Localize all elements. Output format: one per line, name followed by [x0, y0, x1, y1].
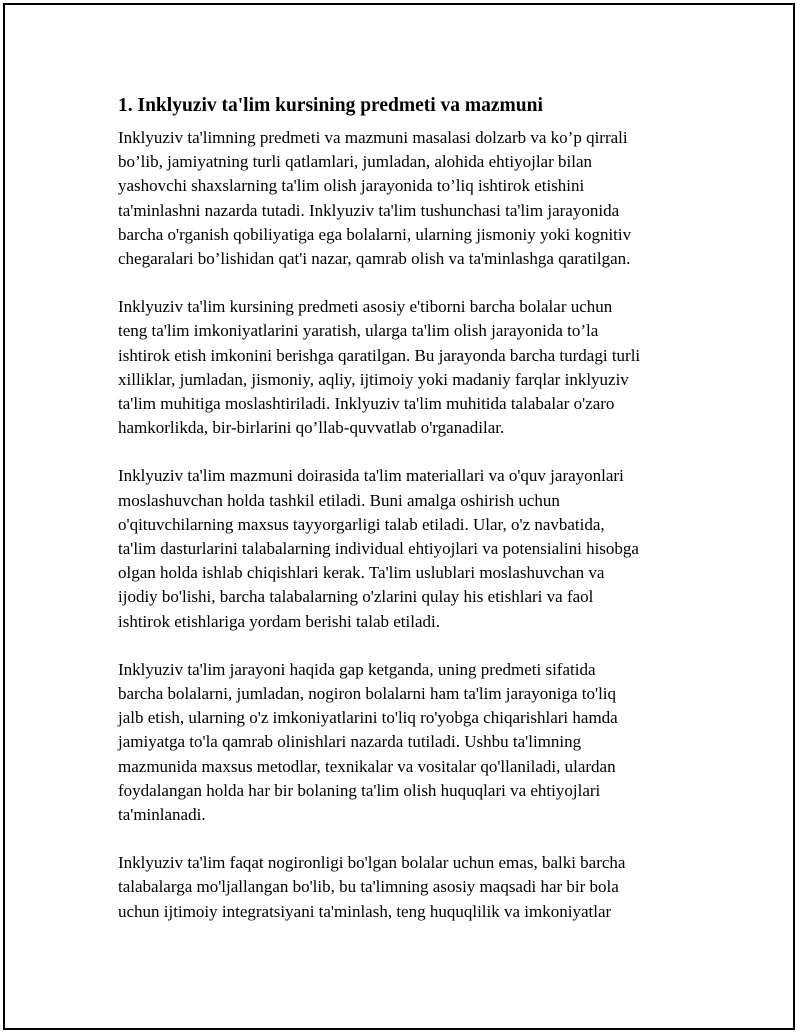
paragraph-5: [118, 851, 698, 924]
paragraph-3: [118, 464, 698, 633]
text-line: ta'minlashni nazarda tutadi. Inklyuziv ta'lim tushunchasi ta'lim jarayonida: [118, 200, 620, 220]
text-line: hamkorlikda, bir-birlarini qo’llab-quvvatlab o'rganadilar.: [118, 418, 505, 438]
text-line: uchun ijtimoiy integratsiyani ta'minlash, teng huquqlilik va imkoniyatlar: [118, 901, 612, 921]
text-line: yashovchi shaxslarning ta'lim olish jarayonida to’liq ishtirok etishini: [118, 176, 585, 196]
section-title: 1. Inklyuziv ta'lim kursining predmeti va mazmuni: [118, 95, 543, 116]
text-line: Inklyuziv ta'lim faqat nogironligi bo'lgan bolalar uchun emas, balki barcha: [118, 853, 626, 873]
text-line: Inklyuziv ta'lim kursining predmeti asosiy e'tiborni barcha bolalar uchun: [118, 297, 613, 317]
text-line: talabalarga mo'ljallangan bo'lib, bu ta'limning asosiy maqsadi har bir bola: [118, 877, 619, 897]
text-line: teng ta'lim imkoniyatlarini yaratish, ularga ta'lim olish jarayonida to’la: [118, 321, 599, 341]
text-line: ta'minlanadi.: [118, 805, 206, 825]
text-line: moslashuvchan holda tashkil etiladi. Buni amalga oshirish uchun: [118, 490, 560, 510]
text-line: ishtirok etish imkonini berishga qaratilgan. Bu jarayonda barcha turdagi turli: [118, 345, 641, 365]
text-line: mazmunida maxsus metodlar, texnikalar va vositalar qo'llaniladi, ulardan: [118, 756, 616, 776]
paragraph-1: [118, 126, 698, 271]
text-line: Inklyuziv ta'limning predmeti va mazmuni masalasi dolzarb va ko’p qirrali: [118, 128, 628, 147]
text-line: Inklyuziv ta'lim mazmuni doirasida ta'lim materiallari va o'quv jarayonlari: [118, 466, 624, 486]
paragraph-2: [118, 295, 698, 440]
text-line: chegaralari bo’lishidan qat'i nazar, qamrab olish va ta'minlashga qaratilgan.: [118, 249, 631, 269]
text-line: ijodiy bo'lishi, barcha talabalarning o'zlarini qulay his etishlari va faol: [118, 587, 594, 607]
text-line: ta'lim dasturlarini talabalarning individual ehtiyojlari va potensialini hisobga: [118, 539, 639, 559]
document-body: [118, 92, 698, 948]
text-line: o'qituvchilarning maxsus tayyorgarligi talab etiladi. Ular, o'z navbatida,: [118, 514, 605, 534]
text-line: barcha o'rganish qobiliyatiga ega bolalarni, ularning jismoniy yoki kognitiv: [118, 224, 632, 244]
text-line: ta'lim muhitiga moslashtiriladi. Inklyuziv ta'lim muhitida talabalar o'zaro: [118, 394, 615, 414]
text-line: olgan holda ishlab chiqishlari kerak. Ta'lim uslublari moslashuvchan va: [118, 563, 605, 583]
text-line: xilliklar, jumladan, jismoniy, aqliy, ijtimoiy yoki madaniy farqlar inklyuziv: [118, 369, 629, 389]
text-line: jalb etish, ularning o'z imkoniyatlarini to'liq ro'yobga chiqarishlari hamda: [118, 708, 618, 728]
paragraph-4: [118, 658, 698, 827]
text-line: foydalangan holda har bir bolaning ta'lim olish huquqlari va ehtiyojlari: [118, 780, 601, 800]
text-line: jamiyatga to'la qamrab olinishlari nazarda tutiladi. Ushbu ta'limning: [118, 732, 582, 752]
text-line: Inklyuziv ta'lim jarayoni haqida gap ketganda, uning predmeti sifatida: [118, 659, 596, 679]
text-line: bo’lib, jamiyatning turli qatlamlari, jumladan, alohida ehtiyojlar bilan: [118, 152, 592, 172]
text-line: ishtirok etishlariga yordam berishi talab etiladi.: [118, 611, 440, 631]
text-line: barcha bolalarni, jumladan, nogiron bolalarni ham ta'lim jarayoniga to'liq: [118, 684, 617, 704]
